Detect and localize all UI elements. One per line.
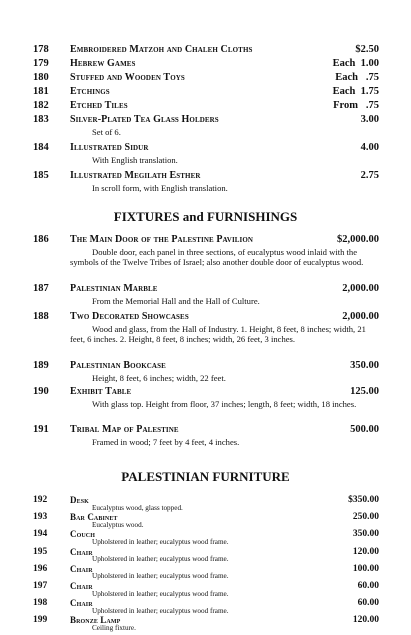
item-title: Etched Tiles	[70, 100, 128, 111]
item-price: From .75	[333, 100, 379, 111]
item-title: Palestinian Bookcase	[70, 360, 166, 371]
item-title: Hebrew Games	[70, 58, 136, 69]
item-title: The Main Door of the Palestine Pavilion	[70, 234, 254, 245]
item-title: Bar Cabinet	[70, 512, 118, 523]
item-number: 182	[33, 100, 49, 111]
item-price: 120.00	[352, 546, 379, 557]
item-title: Chair	[70, 598, 93, 609]
item-description: Upholstered in leather; eucalyptus wood frame.	[92, 589, 229, 598]
item-title: Illustrated Sidur	[70, 142, 149, 153]
item-price: Each 1.00	[332, 58, 379, 69]
item-number: 197	[33, 581, 48, 591]
item-price: 3.00	[360, 114, 379, 125]
item-description: Upholstered in leather; eucalyptus wood frame.	[92, 572, 229, 581]
item-title: Illustrated Megilath Esther	[70, 170, 201, 181]
item-number: 178	[33, 44, 49, 55]
item-price: $2,000.00	[337, 234, 379, 245]
item-description: Double door, each panel in three sections, of eucalyptus wood inlaid with the symbols of the Twelve Tribes of Israel; also another double door of eucalyptus wood.	[70, 247, 364, 268]
item-number: 180	[33, 72, 49, 83]
item-title: Chair	[70, 546, 93, 557]
item-description: Upholstered in leather; eucalyptus wood frame.	[92, 537, 229, 546]
item-number: 196	[33, 563, 48, 574]
item-price: 2.75	[360, 170, 379, 181]
item-price: 500.00	[350, 424, 379, 435]
item-description: Eucalyptus wood.	[92, 520, 144, 529]
item-description: Eucalyptus wood, glass topped.	[92, 503, 183, 512]
item-title: Chair	[70, 581, 93, 591]
item-number: 179	[33, 58, 49, 69]
item-number: 195	[33, 546, 48, 557]
item-number: 194	[33, 529, 48, 540]
item-description: From the Memorial Hall and the Hall of Culture.	[92, 296, 260, 306]
item-description: Ceiling fixture.	[92, 623, 136, 632]
item-title: Palestinian Marble	[70, 283, 158, 294]
item-price: 2,000.00	[342, 311, 379, 322]
item-price: 4.00	[360, 142, 379, 153]
section-heading: FIXTURES and FURNISHINGS	[113, 209, 298, 224]
item-title: Silver-Plated Tea Glass Holders	[70, 114, 219, 125]
item-number: 184	[33, 142, 49, 153]
item-title: Embroidered Matzoh and Chaleh Cloths	[70, 44, 253, 55]
item-number: 198	[33, 598, 48, 609]
item-number: 193	[33, 512, 48, 523]
item-price: $2.50	[355, 44, 379, 55]
item-description: Set of 6.	[92, 127, 121, 137]
item-number: 188	[33, 311, 49, 322]
item-price: 120.00	[352, 615, 379, 626]
item-title: Desk	[70, 495, 89, 505]
item-number: 183	[33, 114, 49, 125]
item-description: With English translation.	[92, 155, 178, 165]
item-title: Etchings	[70, 86, 110, 97]
item-title: Exhibit Table	[70, 386, 132, 397]
item-number: 186	[33, 234, 49, 245]
item-price: 60.00	[357, 598, 379, 609]
item-price: 60.00	[357, 581, 379, 591]
item-title: Tribal Map of Palestine	[70, 424, 179, 435]
item-description: Wood and glass, from the Hall of Industry. 1. Height, 8 feet, 8 inches; width, 21 feet, 6 inches. 2. Height, 8 feet, 8 inches; width, 26 feet, 3 inches.	[70, 324, 366, 345]
item-number: 191	[33, 424, 49, 435]
item-title: Stuffed and Wooden Toys	[70, 72, 185, 83]
section-heading: PALESTINIAN FURNITURE	[121, 469, 290, 484]
item-number: 192	[33, 495, 48, 505]
item-price: 100.00	[352, 563, 379, 574]
item-price: 350.00	[350, 360, 379, 371]
item-title: Chair	[70, 563, 93, 574]
item-description: Framed in wood; 7 feet by 4 feet, 4 inches.	[92, 437, 240, 447]
item-title: Two Decorated Showcases	[70, 311, 189, 322]
item-description: In scroll form, with English translation.	[92, 183, 228, 193]
item-description: Upholstered in leather; eucalyptus wood frame.	[92, 606, 229, 615]
item-price: 125.00	[350, 386, 379, 397]
item-title: Bronze Lamp	[70, 615, 121, 626]
item-number: 189	[33, 360, 49, 371]
item-number: 185	[33, 170, 49, 181]
item-price: 350.00	[352, 529, 379, 540]
item-number: 181	[33, 86, 49, 97]
item-price: 2,000.00	[342, 283, 379, 294]
item-description: Upholstered in leather; eucalyptus wood frame.	[92, 555, 229, 564]
item-price: Each 1.75	[332, 86, 379, 97]
item-price: $350.00	[348, 495, 379, 505]
item-description: Height, 8 feet, 6 inches; width, 22 feet.	[92, 373, 226, 383]
item-price: 250.00	[352, 512, 379, 523]
item-title: Couch	[70, 529, 95, 540]
item-number: 190	[33, 386, 49, 397]
item-number: 187	[33, 283, 49, 294]
item-number: 199	[33, 615, 48, 626]
item-description: With glass top. Height from floor, 37 inches; length, 8 feet; width, 18 inches.	[92, 399, 357, 409]
item-price: Each .75	[335, 72, 379, 83]
